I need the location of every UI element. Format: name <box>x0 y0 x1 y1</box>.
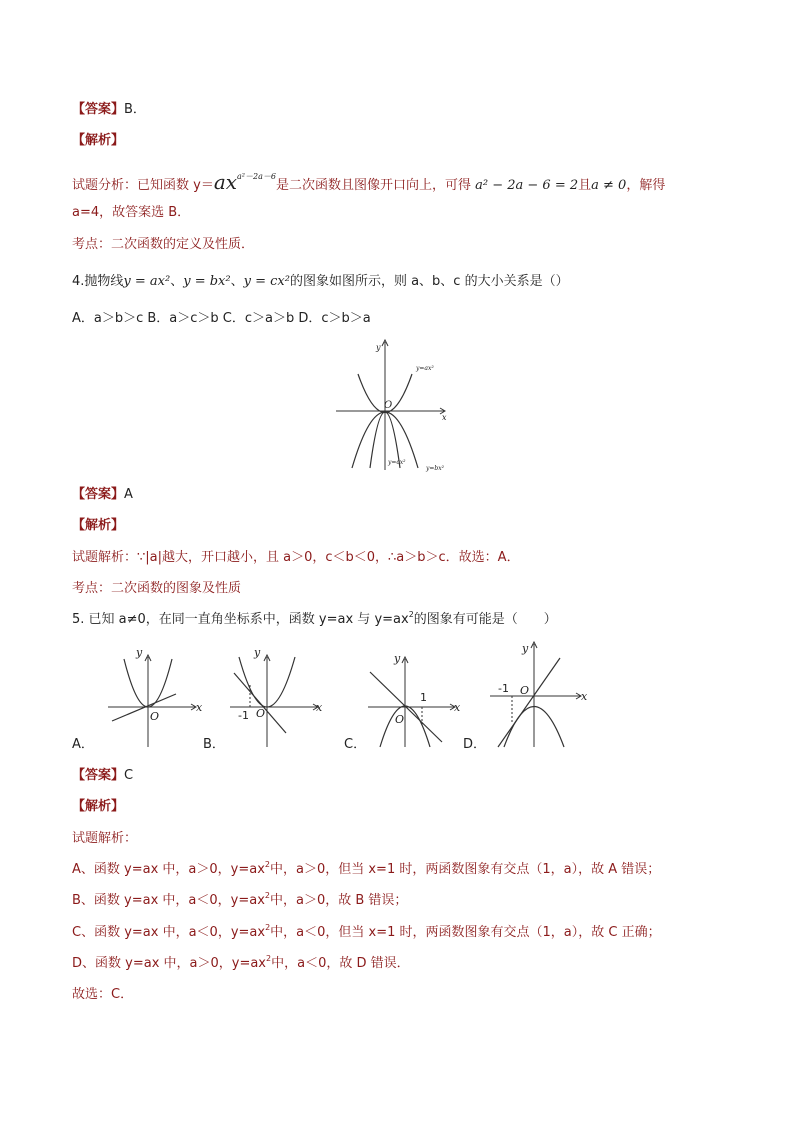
q5-stem <box>72 610 557 631</box>
answer-label: 【答案】 <box>72 487 125 502</box>
analysis-label: 【解析】 <box>72 518 125 533</box>
x-label: x <box>316 701 323 714</box>
option-a-label: A． <box>72 737 94 752</box>
option-d-label: D． <box>463 737 487 752</box>
analysis-label: 【解析】 <box>72 799 125 814</box>
and-word: 且 <box>578 178 592 193</box>
stem-text: 5. 已知 a≠0，在同一直角坐标系中，函数 y=ax 与 y=ax <box>72 612 409 627</box>
answer-value: A <box>124 487 133 502</box>
line-text: 中，a＜0，但当 x=1 时，两函数图象有交点（1，a），故 C 正确； <box>270 925 661 940</box>
one-label: 1 <box>420 691 427 704</box>
analysis-line-a <box>72 860 660 881</box>
y-label: y <box>394 652 401 665</box>
origin-label: O <box>395 713 405 726</box>
analysis-text: 试题分析：已知函数 y＝ <box>72 178 214 193</box>
analysis-text: 是二次函数且图像开口向上，可得 <box>275 178 471 193</box>
stem-superscript: 2 <box>408 610 414 619</box>
superscript: 2 <box>264 891 271 900</box>
line-text: 中，a＜0，故 D 错误． <box>271 956 410 971</box>
origin-label: O <box>256 707 266 720</box>
curve-label-a: y=ax² <box>416 365 434 372</box>
option-c-label: C． <box>344 737 367 752</box>
minus-one-label: -1 <box>238 709 249 722</box>
answer-value: B． <box>124 102 146 117</box>
superscript: 2 <box>266 954 272 963</box>
line-text: 中，a＞0，故 B 错误； <box>270 893 408 908</box>
q4-answer-line <box>72 485 133 505</box>
kaodian: 考点：二次函数的定义及性质． <box>72 237 255 252</box>
line-text: B、函数 y=ax 中，a＜0，y=ax <box>72 893 265 908</box>
superscript: 2 <box>264 860 270 869</box>
x-label: x <box>442 413 447 422</box>
x-label: x <box>581 690 588 703</box>
minus-one-label: -1 <box>498 682 509 695</box>
line <box>498 658 560 747</box>
kaodian: 考点：二次函数的图象及性质 <box>72 581 242 596</box>
curve-label-c: y=cx² <box>388 459 406 466</box>
y-label: y <box>522 642 529 655</box>
line-text: C、函数 y=ax 中，a＜0，y=ax <box>72 925 266 940</box>
equation-c: y = cx² <box>243 274 290 289</box>
q3-analysis-line <box>72 172 665 197</box>
option-d-graph <box>482 636 597 750</box>
line-text: A、函数 y=ax 中，a＞0，y=ax <box>72 862 265 877</box>
q5-answer-line <box>72 766 133 786</box>
stem-text: 的图象如图所示，则 a、b、c 的大小关系是（） <box>289 274 569 289</box>
equation-a: y = ax² <box>123 274 171 289</box>
function-base: ax <box>213 170 238 194</box>
option-b-label: B． <box>203 737 225 752</box>
analysis-label: 【解析】 <box>72 133 125 148</box>
analysis-line-d <box>72 954 410 975</box>
function-exponent: a²－2a－6 <box>237 172 276 181</box>
analysis-head: 试题解析： <box>72 831 138 846</box>
stem-text: 的图象有可能是（ ） <box>413 612 557 627</box>
option-c-graph <box>362 645 477 750</box>
analysis-line-b <box>72 891 407 912</box>
q4-options: A．a＞b＞c B．a＞c＞b C．c＞a＞b D．c＞b＞a <box>72 311 371 326</box>
line-text: 中，a＞0，但当 x=1 时，两函数图象有交点（1，a），故 A 错误； <box>269 862 661 877</box>
y-label: y <box>254 646 261 659</box>
analysis-line-2: a=4，故答案选 B． <box>72 205 191 220</box>
curve-label-b: y=bx² <box>426 465 445 472</box>
x-label: x <box>196 701 203 714</box>
origin-label: O <box>150 710 160 723</box>
line-text: D、函数 y=ax 中，a＞0，y=ax <box>72 956 267 971</box>
q3-answer-line <box>72 100 146 120</box>
nonzero-condition: a ≠ 0 <box>591 178 627 193</box>
stem-text: 4.抛物线 <box>72 274 124 289</box>
origin-label: O <box>520 684 530 697</box>
option-b-graph <box>222 645 337 750</box>
equation-b: y = bx² <box>183 274 231 289</box>
parabola-figure <box>330 336 460 476</box>
analysis-line-c <box>72 923 661 944</box>
y-label: y <box>136 646 143 659</box>
separator: 、 <box>230 274 244 289</box>
analysis-text: 试题解析：∵|a|越大，开口越小，且 a＞0，c＜b＜0，∴a＞b＞c．故选：A． <box>72 550 520 565</box>
y-label: y <box>376 343 381 352</box>
analysis-text: ，解得 <box>626 178 666 193</box>
x-label: x <box>454 701 461 714</box>
option-a-graph <box>100 645 215 750</box>
answer-label: 【答案】 <box>72 768 125 783</box>
condition-equation: a² − 2a − 6 = 2 <box>475 178 579 193</box>
conclusion: 故选：C． <box>72 987 134 1002</box>
answer-value: C <box>124 768 134 783</box>
origin-label: O <box>384 400 393 411</box>
superscript: 2 <box>265 923 271 932</box>
line <box>234 673 286 733</box>
separator: 、 <box>170 274 184 289</box>
answer-label: 【答案】 <box>72 102 125 117</box>
q4-stem <box>72 272 569 292</box>
